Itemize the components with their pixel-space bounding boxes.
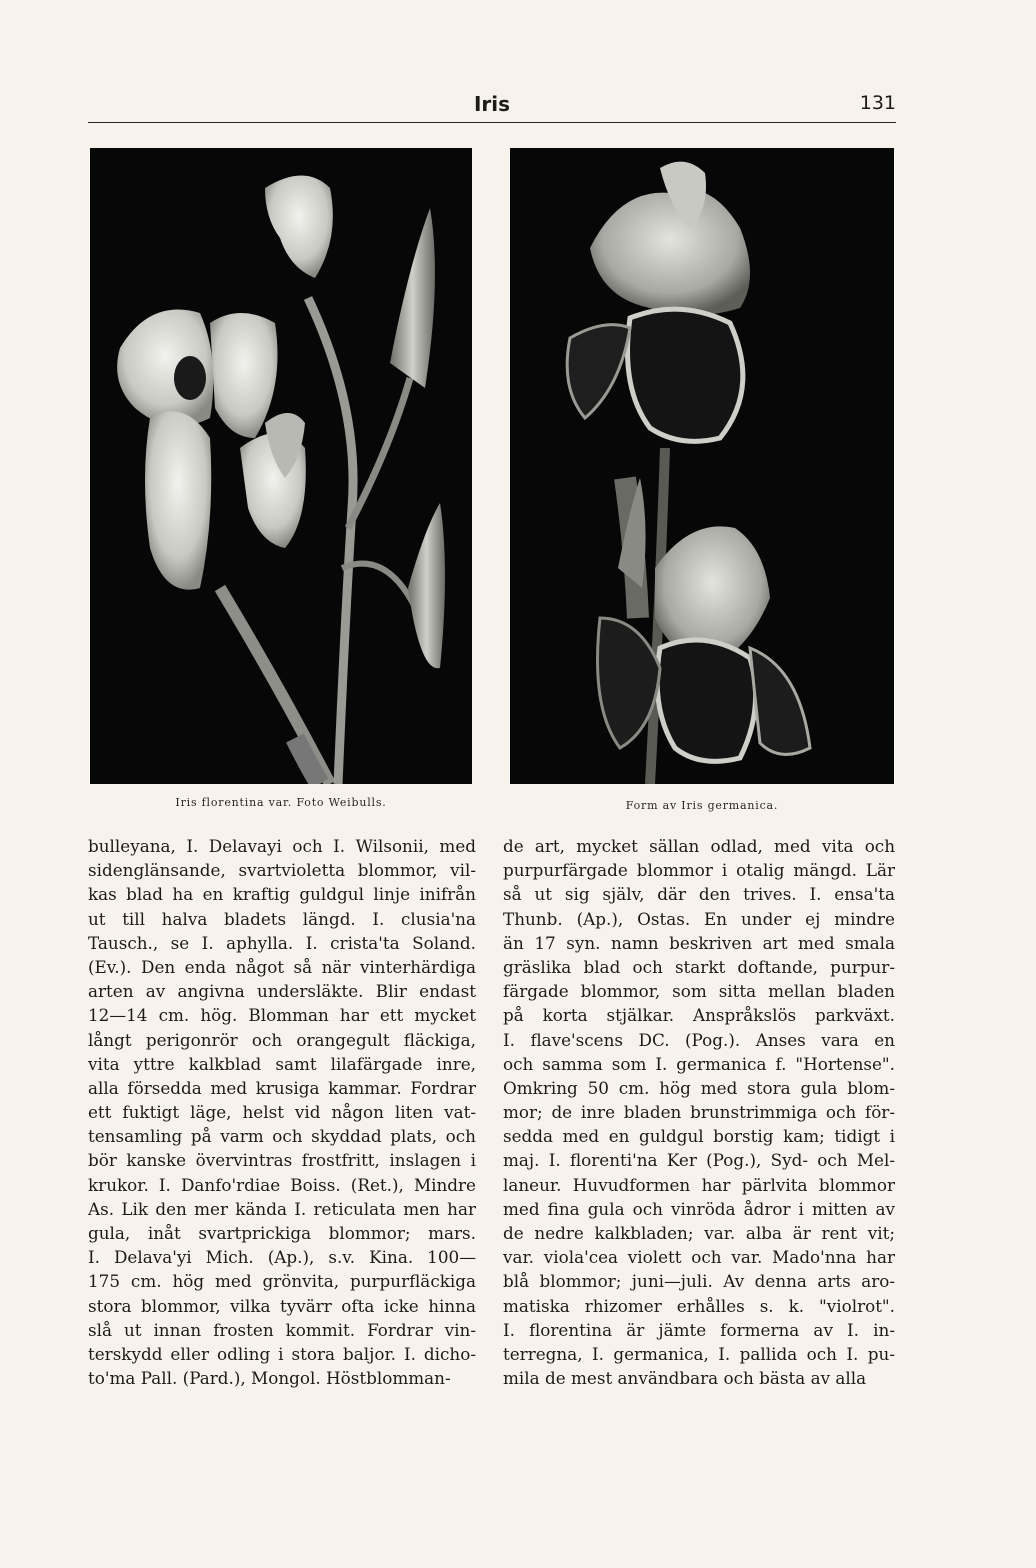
text-line: gräslika blad och starkt doftande, purpur- (503, 956, 895, 977)
text-line: maj. I. florenti'na Ker (Pog.), Syd- och Mel- (503, 1150, 895, 1171)
text-line: I. Delava'yi Mich. (Ap.), s.v. Kina. 100— (88, 1247, 476, 1268)
text-line: med fina gula och vinröda ådror i mitten av (503, 1198, 895, 1219)
text-line: var. viola'cea violett och var. Mado'nna har (503, 1247, 895, 1268)
text-line: arten av angivna undersläkte. Blir endast (88, 981, 476, 1002)
text-line: Thunb. (Ap.), Ostas. En under ej mindre (503, 908, 895, 929)
running-header (88, 92, 896, 123)
text-line: As. Lik den mer kända I. reticulata men har (88, 1198, 476, 1219)
text-line: bulleyana, I. Delavayi och I. Wilsonii, med (88, 836, 476, 856)
text-line: 175 cm. hög med grönvita, purpurfläckiga (88, 1271, 476, 1292)
text-line: kas blad ha en kraftig guldgul linje inifrån (88, 884, 476, 905)
iris-germanica-photo (510, 148, 894, 784)
page-title: Iris (473, 92, 511, 116)
text-line: vita yttre kalkblad samt lilafärgade inre, (88, 1053, 476, 1074)
text-line: ut till halva bladets längd. I. clusia'na (88, 908, 476, 929)
text-column-left (88, 834, 476, 1394)
text-line: tensamling på varm och skyddad plats, och (88, 1126, 476, 1147)
text-line: ett fuktigt läge, helst vid någon liten vat- (88, 1102, 476, 1123)
text-line: sidenglänsande, svartvioletta blommor, vil- (88, 860, 476, 881)
text-line: stora blommor, vilka tyvärr ofta icke hinna (88, 1295, 476, 1316)
text-line: på korta stjälkar. Anspråkslös parkväxt. (503, 1005, 895, 1026)
text-line: och samma som I. germanica f. "Hortense". (503, 1053, 895, 1074)
text-line: alla försedda med krusiga kammar. Fordrar (88, 1077, 476, 1098)
page-number: 131 (859, 92, 896, 114)
text-line: (Ev.). Den enda något så när vinterhärdiga (88, 956, 476, 977)
text-line: blå blommor; juni—juli. Av denna arts aro- (503, 1271, 895, 1292)
text-line: I. florentina är jämte formerna av I. in- (503, 1319, 895, 1340)
text-line: 12—14 cm. hög. Blomman har ett mycket (88, 1005, 476, 1026)
text-line: än 17 syn. namn beskriven art med smala (503, 932, 895, 953)
text-line: så ut sig själv, där den trives. I. ensa'ta (503, 884, 895, 905)
text-line: mila de mest användbara och bästa av alla (503, 1368, 867, 1389)
text-line: to'ma Pall. (Pard.), Mongol. Höstblomman- (88, 1368, 451, 1389)
text-line: laneur. Huvudformen har pärlvita blommor (503, 1174, 895, 1195)
text-line: färgade blommor, som sitta mellan bladen (503, 981, 895, 1002)
text-line: de art, mycket sällan odlad, med vita och (503, 836, 895, 856)
text-line: mor; de inre bladen brunstrimmiga och för- (503, 1102, 895, 1123)
text-line: slå ut innan frosten kommit. Fordrar vin- (88, 1319, 476, 1340)
text-line: terregna, I. germanica, I. pallida och I. pu- (503, 1343, 895, 1364)
text-line: sedda med en guldgul borstig kam; tidigt i (503, 1126, 895, 1147)
text-line: matiska rhizomer erhålles s. k. "violrot". (503, 1295, 895, 1316)
text-line: purpurfärgade blommor i otalig mängd. Lär (503, 860, 895, 881)
text-line: krukor. I. Danfo'rdiae Boiss. (Ret.), Mindre (88, 1174, 476, 1195)
figure-caption-right: Form av Iris germanica. (625, 799, 779, 812)
text-line: långt perigonrör och orangegult fläckiga, (88, 1029, 476, 1050)
text-line: terskydd eller odling i stora baljor. I. dicho- (88, 1343, 476, 1364)
text-column-right (503, 834, 895, 1394)
text-line: Tausch., se I. aphylla. I. crista'ta Soland. (88, 932, 476, 953)
text-line: I. flave'scens DC. (Pog.). Anses vara en (503, 1029, 895, 1050)
figure-caption-left: Iris florentina var. Foto Weibulls. (175, 796, 387, 809)
text-line: Omkring 50 cm. hög med stora gula blom- (503, 1077, 895, 1098)
text-line: de nedre kalkbladen; var. alba är rent vit; (503, 1223, 895, 1243)
text-line: bör kanske övervintras frostfritt, inslagen i (88, 1150, 476, 1171)
iris-florentina-photo (90, 148, 472, 784)
text-line: gula, inåt svartprickiga blommor; mars. (88, 1223, 476, 1243)
